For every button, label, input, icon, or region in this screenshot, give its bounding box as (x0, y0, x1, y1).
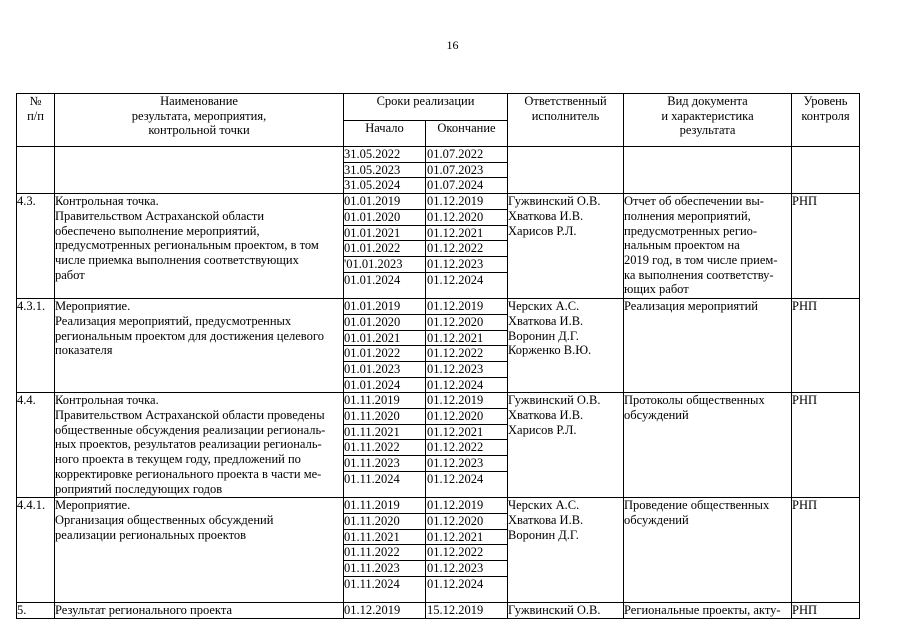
end-date: 01.12.2023 (426, 361, 507, 377)
header-terms: Сроки реализации (344, 94, 508, 121)
start-date: 01.01.2024 (344, 377, 401, 392)
start-dates (344, 194, 426, 299)
start-dates (344, 603, 426, 619)
start-date: 01.11.2020 (344, 514, 425, 530)
row-name: Мероприятие. Реализация мероприятий, предусмотренных региональным проектом для достижения целевого показателя (55, 299, 344, 393)
start-dates (344, 498, 426, 603)
start-date: 31.05.2024 (344, 178, 401, 193)
page-number: 16 (446, 38, 459, 52)
end-date: 01.12.2022 (426, 241, 507, 257)
end-date: 01.12.2022 (426, 545, 507, 561)
start-date: 01.11.2024 (344, 576, 400, 591)
start-date: 01.01.2021 (344, 330, 425, 346)
row-name: Результат регионального проекта (55, 603, 344, 619)
end-date: 01.12.2019 (426, 299, 507, 314)
header-control-level: Уровень контроля (792, 94, 860, 147)
header-number: № п/п (17, 94, 55, 147)
row-document: Проведение общественных обсуждений (624, 498, 792, 603)
table-row (17, 194, 860, 299)
end-date: 15.12.2019 (427, 603, 484, 618)
end-date: 01.12.2022 (426, 440, 507, 456)
table-row (17, 299, 860, 393)
start-dates (344, 393, 426, 498)
table-row (17, 498, 860, 603)
start-date: 01.01.2019 (344, 299, 425, 314)
end-date: 01.12.2020 (426, 209, 507, 225)
end-date: 01.07.2024 (427, 178, 484, 193)
row-control-level: РНП (792, 299, 860, 393)
schedule-table (16, 93, 860, 619)
row-document: Отчет об обеспечении вы- полнения мероприятий, предусмотренных регио- нальным проектом на 2019 год, в том числе прием- ка выполнения соответству- ющих работ (624, 194, 792, 299)
start-date: 01.01.2023 (344, 361, 425, 377)
row-number: 4.3. (17, 194, 55, 299)
row-control-level: РНП (792, 603, 860, 619)
start-date: 01.11.2019 (344, 393, 425, 408)
end-date: 01.12.2019 (426, 393, 507, 408)
start-date: 01.01.2022 (344, 346, 425, 362)
row-responsible: Гужвинский О.В. Хваткова И.В. Харисов Р.Л. (508, 194, 624, 299)
table-row (17, 603, 860, 619)
end-date: 01.07.2022 (426, 147, 507, 162)
end-date: 01.12.2019 (426, 194, 507, 209)
end-date: 01.12.2020 (426, 409, 507, 425)
header-end: Окончание (426, 121, 508, 147)
row-name: Контрольная точка. Правительством Астраханской области обеспечено выполнение мероприятий, предусмотренных региональным проектом, в том числе приемка выполнения соответствующих работ (55, 194, 344, 299)
start-dates (344, 299, 426, 393)
start-date: 01.01.2020 (344, 314, 425, 330)
row-document (624, 147, 792, 194)
start-date: 01.11.2022 (344, 440, 425, 456)
end-date: 01.12.2023 (426, 256, 507, 272)
start-date: 01.11.2020 (344, 409, 425, 425)
end-date: 01.12.2024 (427, 576, 484, 591)
end-date: 01.12.2021 (426, 529, 507, 545)
start-date: '01.01.2023 (344, 256, 425, 272)
start-date: 01.11.2022 (344, 545, 425, 561)
row-name: Мероприятие. Организация общественных обсуждений реализации региональных проектов (55, 498, 344, 603)
table-row (17, 393, 860, 498)
end-date: 01.12.2023 (426, 561, 507, 577)
row-control-level: РНП (792, 194, 860, 299)
end-date: 01.12.2020 (426, 314, 507, 330)
start-date: 01.01.2020 (344, 209, 425, 225)
start-date: 01.11.2019 (344, 498, 425, 513)
row-document: Реализация мероприятий (624, 299, 792, 393)
end-date: 01.12.2021 (426, 330, 507, 346)
end-date: 01.12.2023 (426, 456, 507, 472)
start-date: 01.01.2022 (344, 241, 425, 257)
table-row (17, 147, 860, 194)
start-dates (344, 147, 426, 194)
header-responsible: Ответственный исполнитель (508, 94, 624, 147)
row-number: 5. (17, 603, 55, 619)
header-start: Начало (344, 121, 426, 147)
end-dates (426, 498, 508, 603)
row-document: Протоколы общественных обсуждений (624, 393, 792, 498)
end-date: 01.12.2024 (427, 377, 484, 392)
start-date: 01.12.2019 (344, 603, 401, 618)
row-responsible: Гужвинский О.В. (508, 603, 624, 619)
start-date: 01.01.2021 (344, 225, 425, 241)
end-date: 01.12.2021 (426, 424, 507, 440)
row-name (55, 147, 344, 194)
start-date: 01.01.2019 (344, 194, 425, 209)
end-date: 01.12.2024 (427, 471, 484, 486)
end-dates (426, 147, 508, 194)
start-date: 01.11.2023 (344, 561, 425, 577)
end-dates (426, 393, 508, 498)
row-name: Контрольная точка. Правительством Астраханской области проведены общественные обсуждения реализации региональ- ных проектов, результатов реализации региональ- ного проекта в текущем году, предложений по корректировке регионального проекта в части ме- роприятий последующих годов (55, 393, 344, 498)
row-responsible: Черских А.С. Хваткова И.В. Воронин Д.Г. Корженко В.Ю. (508, 299, 624, 393)
row-document: Региональные проекты, акту- (624, 603, 792, 619)
row-number: 4.4. (17, 393, 55, 498)
start-date: 01.01.2024 (344, 272, 401, 287)
end-date: 01.12.2024 (427, 272, 484, 287)
start-date: 31.05.2022 (344, 147, 425, 162)
end-date: 01.12.2021 (426, 225, 507, 241)
end-date: 01.12.2019 (426, 498, 507, 513)
start-date: 01.11.2024 (344, 471, 400, 486)
start-date: 01.11.2021 (344, 424, 425, 440)
end-dates (426, 194, 508, 299)
start-date: 01.11.2021 (344, 529, 425, 545)
header-name: Наименование результата, мероприятия, контрольной точки (55, 94, 344, 147)
end-date: 01.12.2020 (426, 514, 507, 530)
end-dates (426, 603, 508, 619)
row-responsible: Черских А.С. Хваткова И.В. Воронин Д.Г. (508, 498, 624, 603)
row-control-level: РНП (792, 393, 860, 498)
row-control-level (792, 147, 860, 194)
end-date: 01.12.2022 (426, 346, 507, 362)
end-date: 01.07.2023 (426, 162, 507, 178)
row-control-level: РНП (792, 498, 860, 603)
start-date: 01.11.2023 (344, 456, 425, 472)
row-responsible (508, 147, 624, 194)
end-dates (426, 299, 508, 393)
row-number (17, 147, 55, 194)
row-number: 4.4.1. (17, 498, 55, 603)
header-document: Вид документа и характеристика результата (624, 94, 792, 147)
row-number: 4.3.1. (17, 299, 55, 393)
row-responsible: Гужвинский О.В. Хваткова И.В. Харисов Р.Л. (508, 393, 624, 498)
start-date: 31.05.2023 (344, 162, 425, 178)
